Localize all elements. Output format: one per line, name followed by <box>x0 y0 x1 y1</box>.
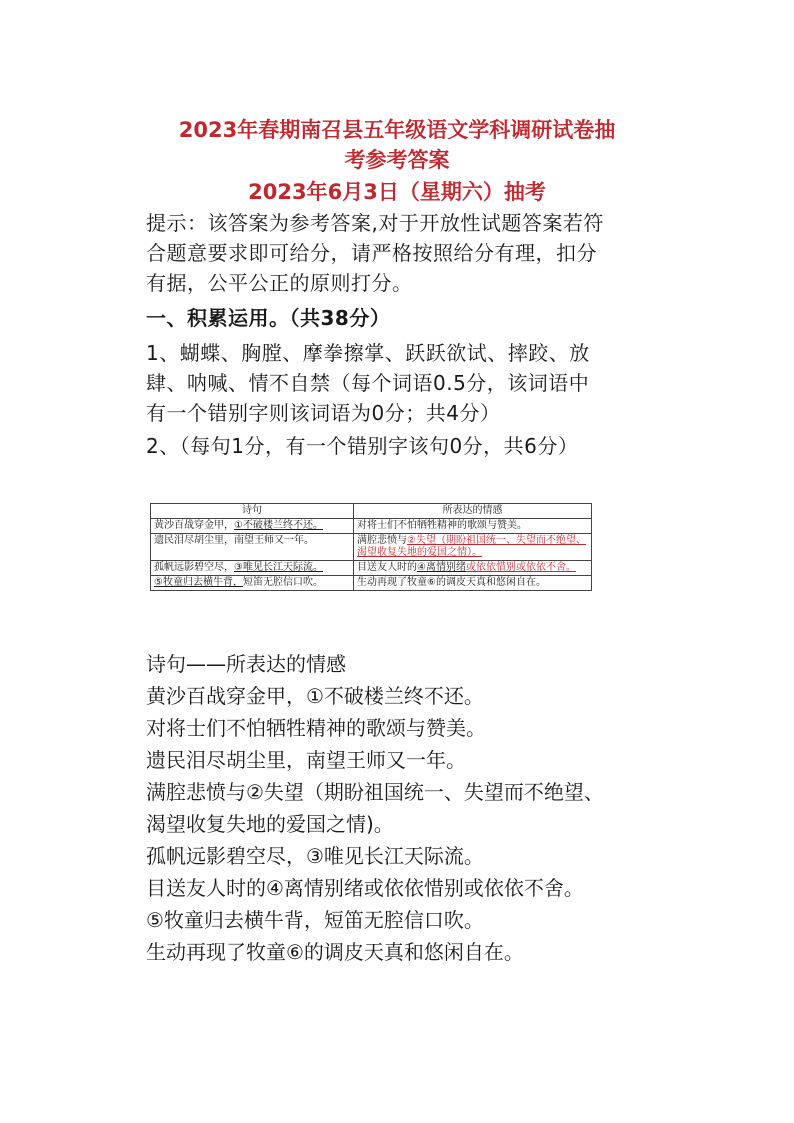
emotion-answer: ④离情别绪 <box>417 562 466 573</box>
list-item: 遗民泪尽胡尘里，南望王师又一年。 <box>146 748 466 772</box>
table-cell-poem <box>151 519 354 534</box>
list-item: 满腔悲愤与②失望（期盼祖国统一、失望而不绝望、渴望收复失地的爱国之情)。 <box>146 780 604 836</box>
document-date-line: 2023年6月3日（星期六）抽考 <box>248 180 546 204</box>
emotion-answer-red: 或依依惜别或依依不舍。 <box>465 562 576 573</box>
emotion-text: 对将士们不怕牺牲精神的歌颂与赞美。 <box>357 520 527 531</box>
table-row <box>151 561 592 576</box>
table-cell-emotion <box>354 519 592 534</box>
list-item: 孤帆远影碧空尽，③唯见长江天际流。 <box>146 844 484 868</box>
table-cell-poem <box>151 576 354 591</box>
emotion-answer-red: ②失望（期盼祖国统一、失望而不绝望、渴望收复失地的爱国之情）。 <box>357 535 586 558</box>
emotion-text: 目送友人时的 <box>357 562 417 573</box>
poem-text: 孤帆远影碧空尽， <box>154 562 234 573</box>
table-cell-poem <box>151 561 354 576</box>
table-header-row <box>151 504 592 519</box>
poem-text: 遗民泪尽胡尘里，南望王师又一年。 <box>154 535 314 546</box>
poem-text: 黄沙百战穿金甲， <box>154 520 234 531</box>
list-item: 诗句——所表达的情感 <box>146 652 346 676</box>
table-row <box>151 519 592 534</box>
document-title-line-1: 2023年春期南召县五年级语文学科调研试卷抽 <box>178 118 616 142</box>
section-1-heading: 一、积累运用。（共38分） <box>146 306 391 330</box>
document-title-line-2: 考参考答案 <box>344 148 450 172</box>
answer-q2: 2、（每句1分，有一个错别字该句0分，共6分） <box>146 434 579 458</box>
answer-q1: 1、蝴蝶、胸膛、摩拳擦掌、跃跃欲试、摔跤、放肆、呐喊、情不自禁（每个词语0.5分，该词语中有一个错别字则该词语为0分；共4分） <box>146 341 590 425</box>
table-cell-poem <box>151 534 354 561</box>
poem-answer: ③唯见长江天际流。 <box>234 562 323 573</box>
poem-answer: ⑤牧童归去横牛背， <box>154 577 243 588</box>
list-item: ⑤牧童归去横牛背，短笛无腔信口吹。 <box>146 908 484 932</box>
table-header-emotion: 所表达的情感 <box>354 504 592 519</box>
table-row <box>151 576 592 591</box>
table-row <box>151 534 592 561</box>
list-item: 目送友人时的④离情别绪或依依惜别或依依不舍。 <box>146 876 584 900</box>
table-header-poem: 诗句 <box>151 504 354 519</box>
poem-answer: ①不破楼兰终不还。 <box>234 520 323 531</box>
emotion-text: 满腔悲愤与 <box>357 535 407 546</box>
emotion-text: 生动再现了牧童⑥的调皮天真和悠闲自在。 <box>357 577 546 588</box>
list-item: 黄沙百战穿金甲，①不破楼兰终不还。 <box>146 684 484 708</box>
list-item: 对将士们不怕牺牲精神的歌颂与赞美。 <box>146 716 486 740</box>
list-item: 生动再现了牧童⑥的调皮天真和悠闲自在。 <box>146 940 524 964</box>
poem-text: 短笛无腔信口吹。 <box>242 577 323 588</box>
poem-answer-table <box>150 503 592 591</box>
grading-tip: 提示：该答案为参考答案,对于开放性试题答案若符合题意要求即可给分，请严格按照给分有理，扣分有据，公平公正的原则打分。 <box>146 211 604 295</box>
table-cell-emotion <box>354 561 592 576</box>
table-cell-emotion <box>354 534 592 561</box>
poem-answer-list <box>146 648 606 968</box>
table-cell-emotion <box>354 576 592 591</box>
